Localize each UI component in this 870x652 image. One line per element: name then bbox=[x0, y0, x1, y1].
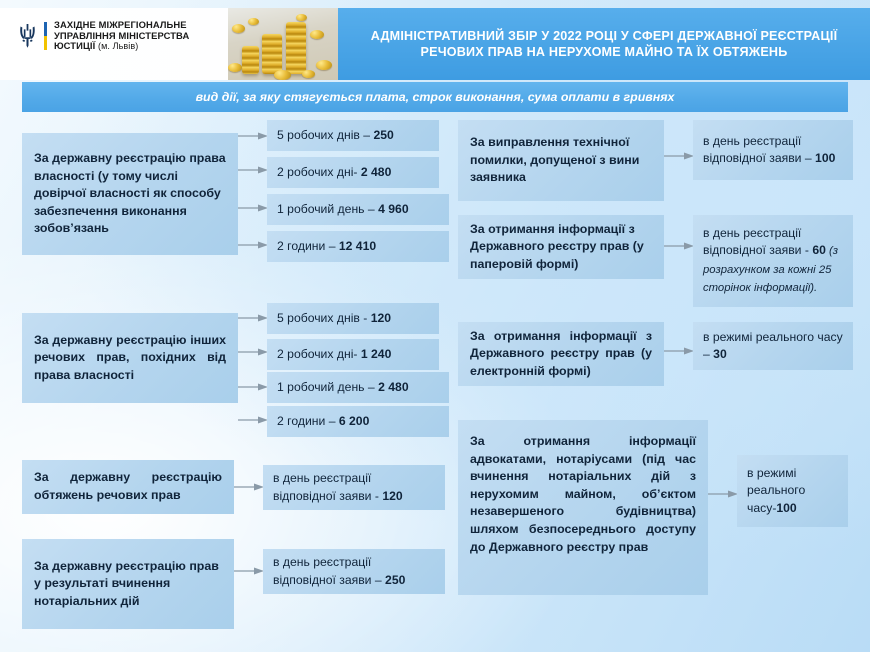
org-line-3: ЮСТИЦІЇ bbox=[54, 40, 96, 52]
value-label: 1 робочий день – 2 480 bbox=[277, 379, 409, 394]
category-lawyers-notaries-direct-access bbox=[458, 420, 708, 595]
value-notarial-acts bbox=[263, 549, 445, 594]
value-label: в режимі реального часу – 30 bbox=[703, 329, 843, 361]
ministry-name bbox=[54, 20, 189, 52]
category-label: За отримання інформації з Державного реєстру прав (у електронній формі) bbox=[470, 328, 652, 378]
category-info-electronic-form bbox=[458, 322, 664, 386]
subtitle-text: вид дії, за яку стягується плата, строк виконання, сума оплати в гривнях bbox=[195, 90, 675, 104]
category-label: За державну реєстрацію прав у результаті вчинення нотаріальних дій bbox=[34, 558, 219, 608]
value-label: 2 години – 6 200 bbox=[277, 413, 370, 428]
value-other-2-hours bbox=[267, 406, 449, 437]
category-technical-error-correction bbox=[458, 120, 664, 201]
category-label: За державну реєстрацію інших речових прав, похідних від права власності bbox=[34, 332, 226, 382]
ministry-logo bbox=[18, 20, 189, 52]
value-label: 2 робочих дні- 1 240 bbox=[277, 346, 392, 361]
org-city: (м. Львів) bbox=[98, 41, 139, 52]
org-line-2: УПРАВЛІННЯ МІНІСТЕРСТВА bbox=[54, 29, 190, 41]
value-label: 2 години – 12 410 bbox=[277, 238, 377, 253]
category-label: За отримання інформації адвокатами, нотаріусами (під час вчинення нотаріальних дій з нерухомим майном, об’єктом незавершеного будівництва) шляхом безпосереднього доступу до Державного реєстру прав bbox=[470, 434, 696, 554]
org-line-1: ЗАХІДНЕ МІЖРЕГІОНАЛЬНЕ bbox=[54, 19, 187, 30]
category-label: За державну реєстрацію права власності (у тому числі довірчої власності як способу забезпечення виконання зобов’язань bbox=[34, 151, 226, 236]
header bbox=[0, 0, 870, 80]
value-property-2-hours bbox=[267, 231, 449, 262]
category-info-paper-form bbox=[458, 215, 664, 279]
category-notarial-acts-registration bbox=[22, 539, 234, 629]
category-label: За державну реєстрацію обтяжень речових прав bbox=[34, 470, 222, 502]
subtitle-banner bbox=[22, 82, 848, 112]
value-label: в день реєстрації відповідної заяви – 250 bbox=[273, 555, 406, 587]
page-title: АДМІНІСТРАТИВНИЙ ЗБІР У 2022 РОЦІ У СФЕРІ ДЕРЖАВНОЇ РЕЄСТРАЦІЇ РЕЧОВИХ ПРАВ НА НЕРУХОМЕ МАЙНО ТА ЇХ ОБТЯЖЕНЬ bbox=[370, 28, 838, 59]
value-label: в день реєстрації відповідної заяви - 60 (з розрахунком за кожні 25 сторінок інформації). bbox=[703, 225, 839, 294]
ukrainian-trident-icon bbox=[18, 23, 37, 49]
flag-divider bbox=[44, 22, 47, 50]
header-title-banner bbox=[338, 8, 870, 80]
value-label: 5 робочих днів - 120 bbox=[277, 310, 392, 325]
value-other-5-days bbox=[267, 303, 439, 334]
value-label: в режимі реального часу-100 bbox=[747, 465, 806, 515]
value-technical-error bbox=[693, 120, 853, 180]
value-property-1-day bbox=[267, 194, 449, 225]
value-info-paper-form bbox=[693, 215, 853, 307]
category-encumbrances-registration bbox=[22, 460, 234, 514]
value-property-2-days bbox=[267, 157, 439, 188]
value-lawyers-notaries bbox=[737, 455, 848, 527]
value-label: 5 робочих днів – 250 bbox=[277, 127, 394, 142]
value-label: в день реєстрації відповідної заяви – 100 bbox=[703, 133, 836, 165]
category-label: За виправлення технічної помилки, допущеної з вини заявника bbox=[470, 135, 640, 185]
category-other-derived-rights bbox=[22, 313, 238, 403]
value-label: 1 робочий день – 4 960 bbox=[277, 201, 409, 216]
value-label: 2 робочих дні- 2 480 bbox=[277, 164, 392, 179]
value-label: в день реєстрації відповідної заяви - 120 bbox=[273, 471, 403, 503]
category-property-rights-registration bbox=[22, 133, 238, 255]
value-info-electronic-form bbox=[693, 322, 853, 370]
gold-coins-photo bbox=[228, 8, 338, 80]
value-other-1-day bbox=[267, 372, 449, 403]
value-other-2-days bbox=[267, 339, 439, 370]
category-label: За отримання інформації з Державного реєстру прав (у паперовій формі) bbox=[470, 221, 644, 271]
value-encumbrances bbox=[263, 465, 445, 510]
value-property-5-days bbox=[267, 120, 439, 151]
